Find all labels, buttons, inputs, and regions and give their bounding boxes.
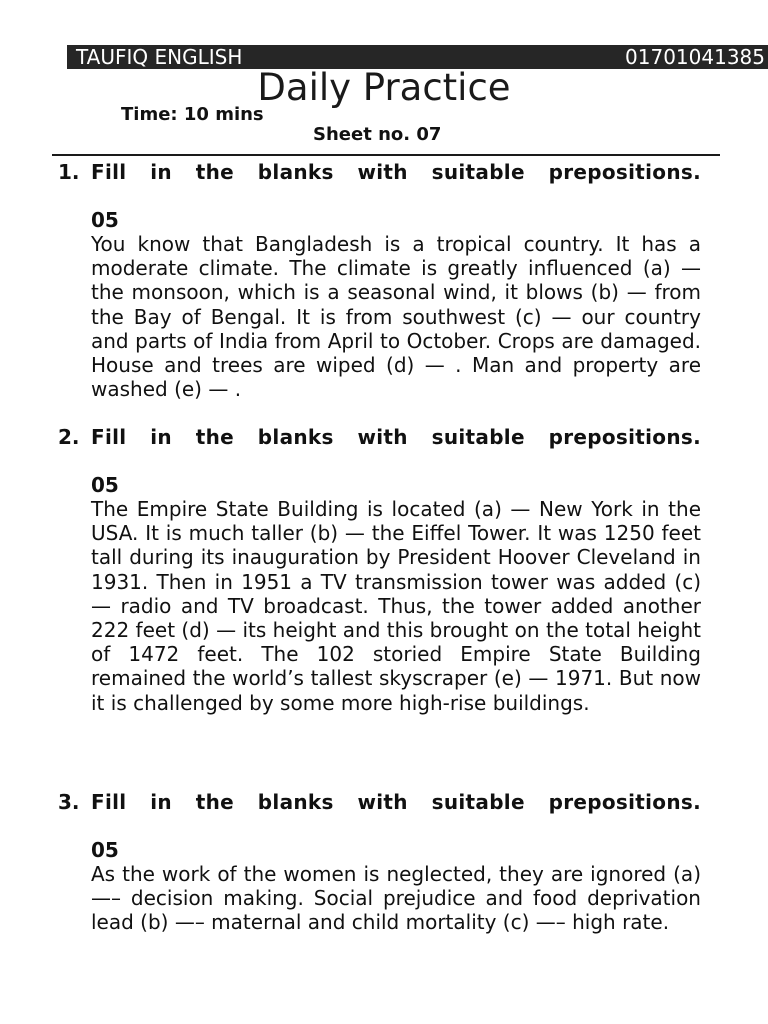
question-passage: The Empire State Building is located (a) — New York in the USA. It is much taller (b) — the Eiffel Tower. It was 1250 feet tall during its inauguration by President Hoover Cleveland in 1931. Then in 1951 a TV transmission tower was added (c) — radio and TV broadcast. Thus, the tower added another 222 feet (d) — its height and this brought on the total height of 1472 feet. The 102 storied Empire State Building remained the world’s tallest skyscraper (e) — 1971. But now it is challenged by some more high-rise buildings.	[91, 497, 701, 715]
header-brand: TAUFIQ ENGLISH	[76, 45, 243, 69]
question-number: 3.	[58, 790, 80, 814]
question-number: 1.	[58, 160, 80, 184]
question-passage: As the work of the women is neglected, they are ignored (a) —– decision making. Social prejudice and food deprivation lead (b) —– maternal and child mortality (c) —– high rate.	[91, 862, 701, 935]
question-number: 2.	[58, 425, 80, 449]
time-limit: Time: 10 mins	[121, 104, 264, 125]
header-divider	[52, 154, 720, 156]
question-marks: 05	[91, 208, 119, 232]
question-marks: 05	[91, 473, 119, 497]
question-instruction: Fill in the blanks with suitable prepositions.	[91, 790, 701, 814]
page-title: Daily Practice	[257, 66, 511, 109]
question-instruction: Fill in the blanks with suitable prepositions.	[91, 160, 701, 184]
header-phone: 01701041385	[625, 45, 765, 69]
question-marks: 05	[91, 838, 119, 862]
sheet-number: Sheet no. 07	[313, 124, 442, 145]
question-instruction: Fill in the blanks with suitable prepositions.	[91, 425, 701, 449]
question-passage: You know that Bangladesh is a tropical country. It has a moderate climate. The climate is greatly influenced (a) — the monsoon, which is a seasonal wind, it blows (b) — from the Bay of Bengal. It is from southwest (c) — our country and parts of India from April to October. Crops are damaged. House and trees are wiped (d) — . Man and property are washed (e) — .	[91, 232, 701, 402]
